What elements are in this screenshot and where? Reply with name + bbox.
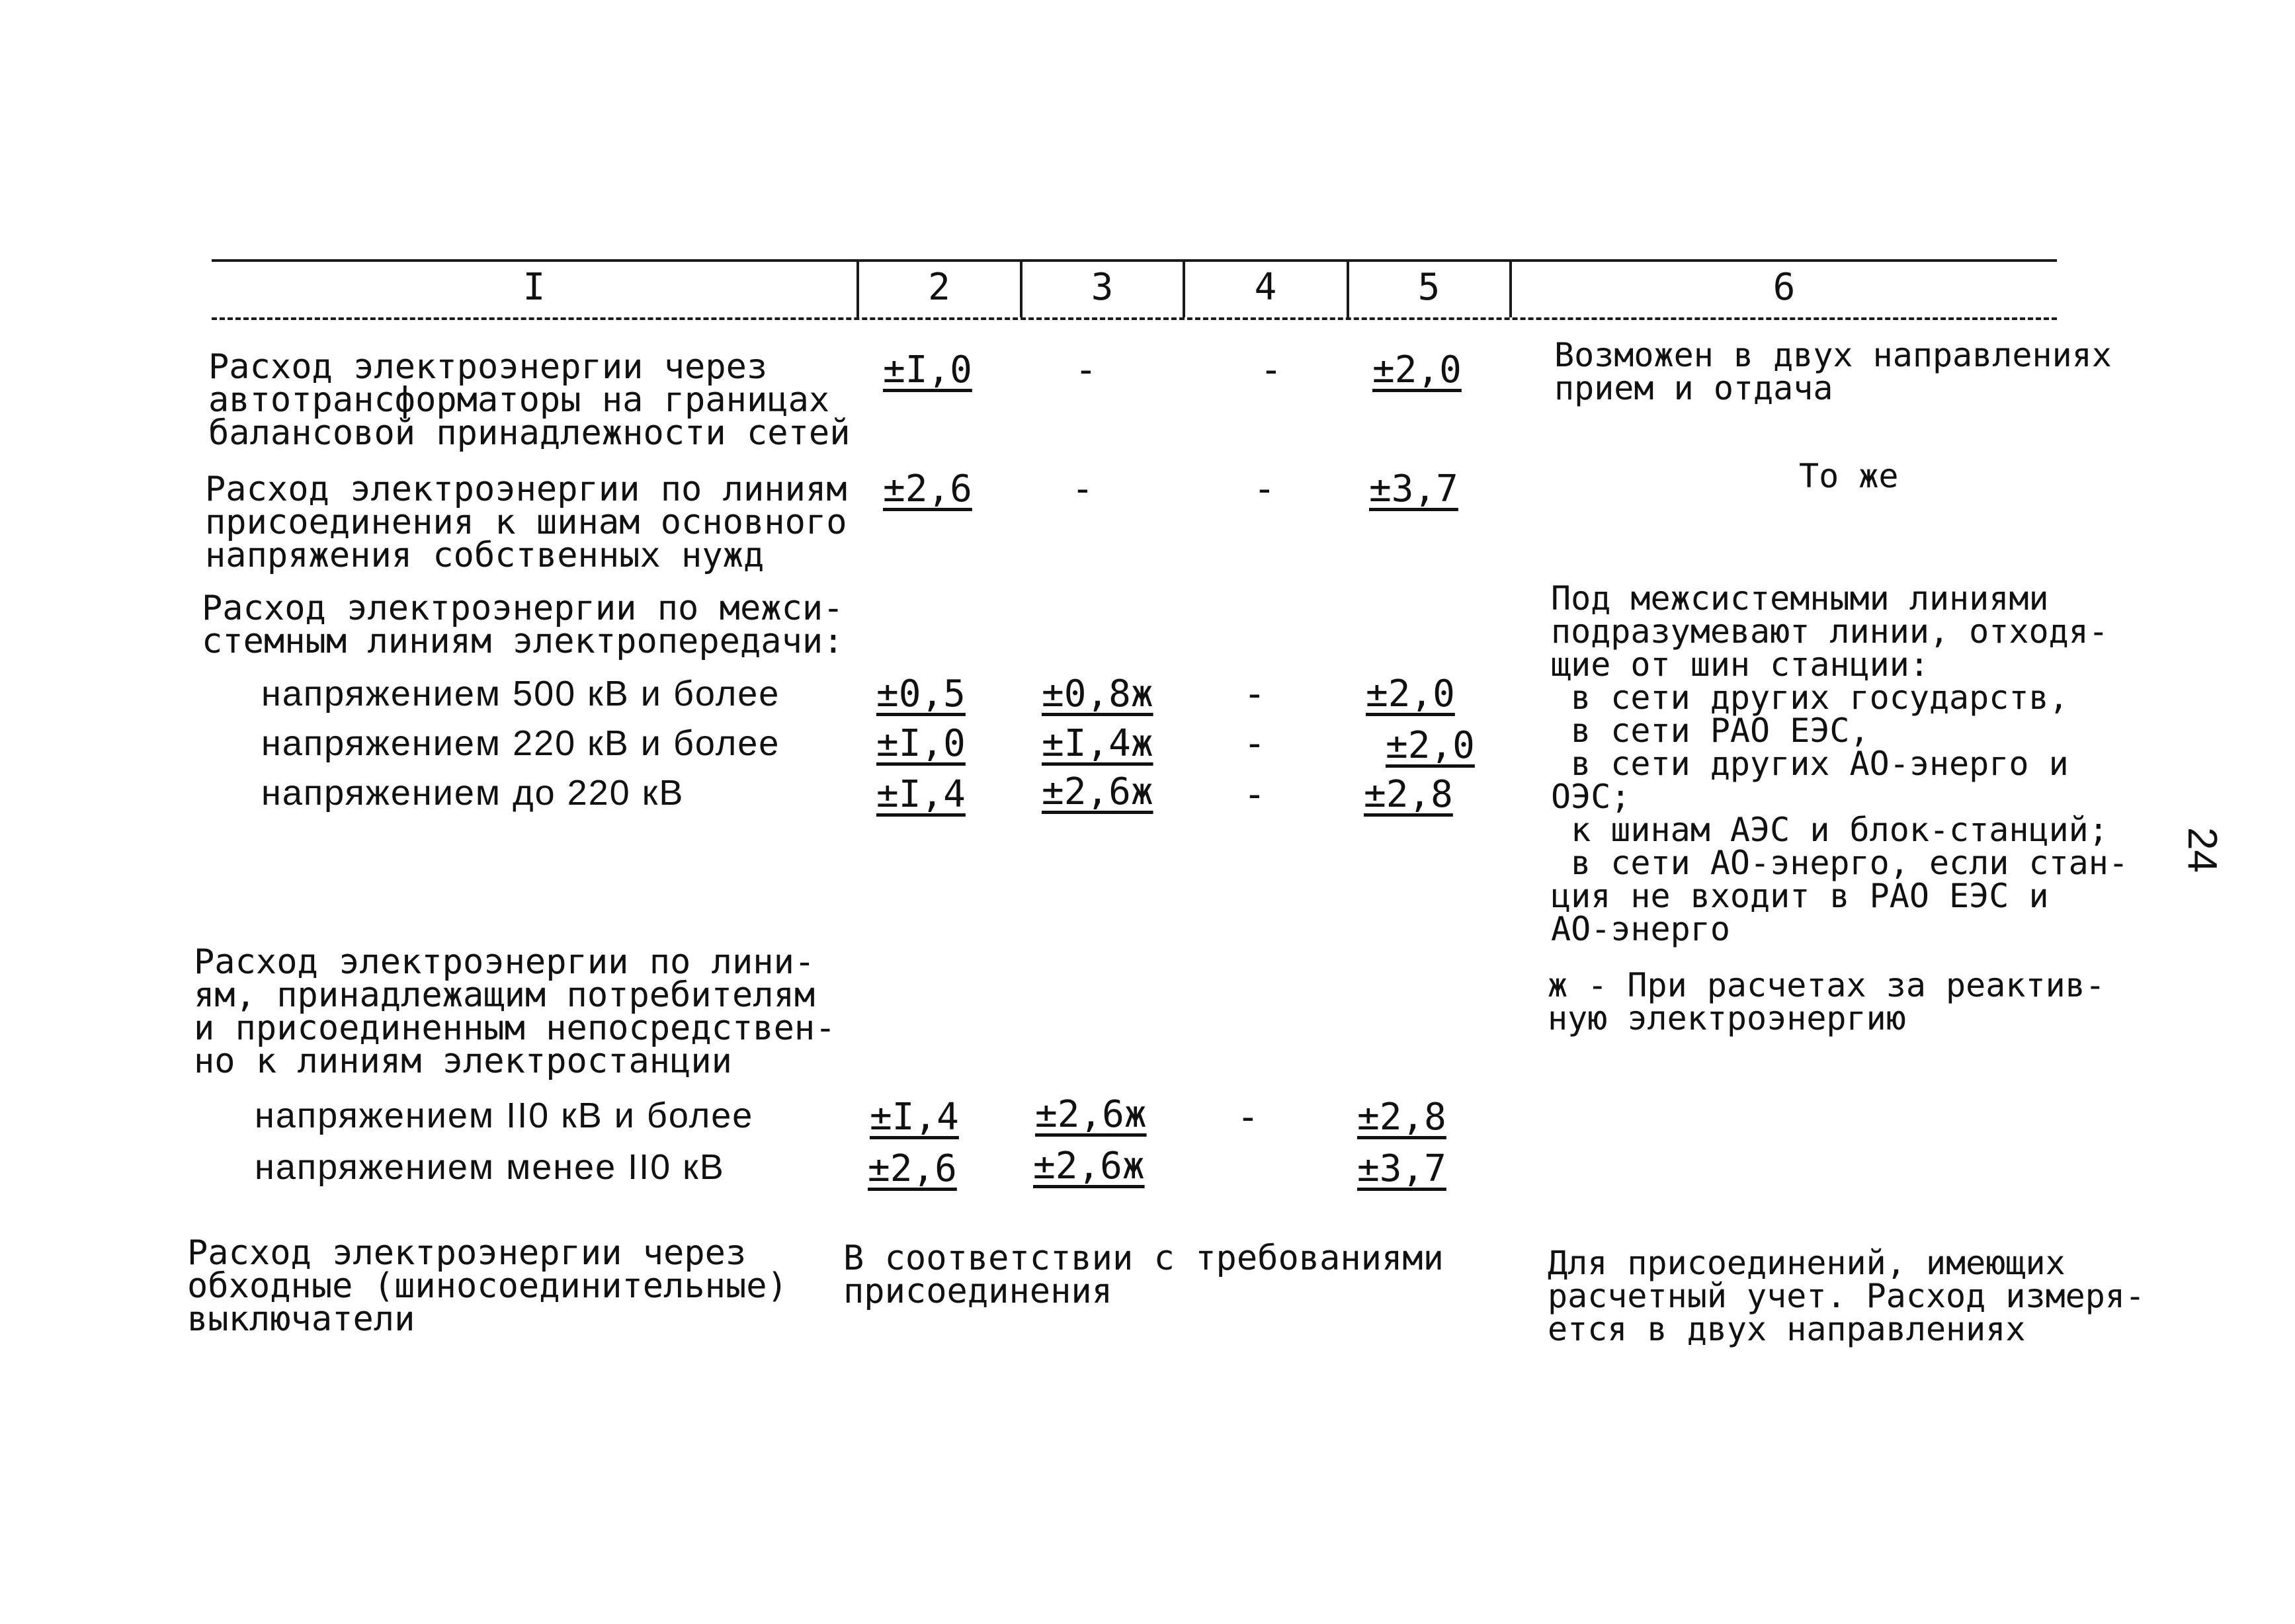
row-3-sub-2-col-3: ±I,4ж xyxy=(1042,722,1153,765)
row-3-sub-2-col-5: ±2,0 xyxy=(1386,724,1475,767)
row-4-sub-1-col-2: ±I,4 xyxy=(870,1096,959,1139)
row-3-sub-2-col-4: - xyxy=(1243,722,1266,765)
row-1-note: Возможен в двух направлениях прием и отдача xyxy=(1554,336,2112,407)
row-3-sub-1-col-4: - xyxy=(1243,672,1266,715)
row-3-sub-3-col-5: ±2,8 xyxy=(1364,773,1453,816)
row-4-sub-1-label: напряжением II0 кВ и более xyxy=(255,1096,754,1135)
row-4-sub-1-col-4: - xyxy=(1237,1096,1259,1139)
row-1-col-5: ±2,0 xyxy=(1372,348,1462,391)
header-col-6: 6 xyxy=(1773,266,1796,309)
table-top-rule xyxy=(212,259,2057,262)
row-3-sub-3-col-3: ±2,6ж xyxy=(1042,770,1153,813)
row-3-sub-1-label: напряжением 500 кВ и более xyxy=(261,674,780,713)
row-5-label: Расход электроэнергии через обходные (шиносоединительные) выключатели xyxy=(187,1233,788,1339)
row-3-sub-1-col-3: ±0,8ж xyxy=(1042,672,1153,715)
row-2-col-4: - xyxy=(1253,467,1276,510)
row-3-sub-1-col-2: ±0,5 xyxy=(876,672,966,715)
row-2-note: То же xyxy=(1799,457,1899,495)
row-3-sub-1-col-5: ±2,0 xyxy=(1366,672,1455,715)
table-header-bottom-rule xyxy=(212,317,2057,320)
row-2-col-5: ±3,7 xyxy=(1369,467,1458,510)
row-4-sub-1-col-5: ±2,8 xyxy=(1357,1096,1446,1139)
row-4-sub-2-col-3: ±2,6ж xyxy=(1033,1145,1145,1188)
row-3-note: Под межсистемными линиями подразумевают линии, отходя- щие от шин станции: в сети других государств, в сети РАО ЕЭС, в сети других АО-энерго и ОЭС; к шинам АЭС и блок-станций; в сети АО-энерго, если стан- ция не входит в РАО ЕЭС и АО-энерго xyxy=(1551,579,2128,948)
row-4-sub-1-col-3: ±2,6ж xyxy=(1035,1093,1147,1136)
row-1-label: Расход электроэнергии через автотрансформаторы на границах балансовой принадлежности сетей xyxy=(208,347,851,453)
row-4-sub-2-label: напряжением менее II0 кВ xyxy=(255,1147,725,1187)
row-4-sub-2-col-2: ±2,6 xyxy=(868,1147,957,1190)
row-5-merged-cols: В соответствии с требованиями присоединения xyxy=(843,1238,1444,1311)
row-3-footnote: ж - При расчетах за реактив- ную электроэнергию xyxy=(1548,966,2105,1037)
row-3-sub-3-col-4: - xyxy=(1243,773,1266,816)
row-1-col-3: - xyxy=(1075,348,1097,391)
row-2-label: Расход электроэнергии по линиям присоединения к шинам основного напряжения собственных нужд xyxy=(205,469,847,575)
row-2-col-3: - xyxy=(1071,467,1094,510)
row-3-sub-3-col-2: ±I,4 xyxy=(876,773,966,816)
header-col-3: 3 xyxy=(1091,266,1114,309)
row-3-sub-3-label: напряжением до 220 кВ xyxy=(261,773,685,813)
page-number: 24 xyxy=(2179,827,2225,873)
row-3-sub-2-col-2: ±I,0 xyxy=(876,722,966,765)
row-3-label: Расход электроэнергии по межси- стемным линиям электропередачи: xyxy=(202,589,844,661)
row-1-col-2: ±I,0 xyxy=(883,348,972,391)
row-4-label: Расход электроэнергии по лини- ям, принадлежащим потребителям и присоединенным непосредствен- но к линиям электростанции xyxy=(194,942,836,1081)
header-col-4: 4 xyxy=(1254,266,1277,309)
row-4-sub-2-col-5: ±3,7 xyxy=(1357,1147,1446,1190)
header-col-1: I xyxy=(522,266,546,309)
row-5-note: Для присоединений, имеющих расчетный учет. Расход измеря- ется в двух направлениях xyxy=(1548,1244,2146,1348)
row-3-sub-2-label: напряжением 220 кВ и более xyxy=(261,723,780,763)
row-1-col-4: - xyxy=(1260,348,1282,391)
header-col-2: 2 xyxy=(928,266,950,309)
row-2-col-2: ±2,6 xyxy=(883,467,972,510)
header-col-5: 5 xyxy=(1417,266,1440,309)
